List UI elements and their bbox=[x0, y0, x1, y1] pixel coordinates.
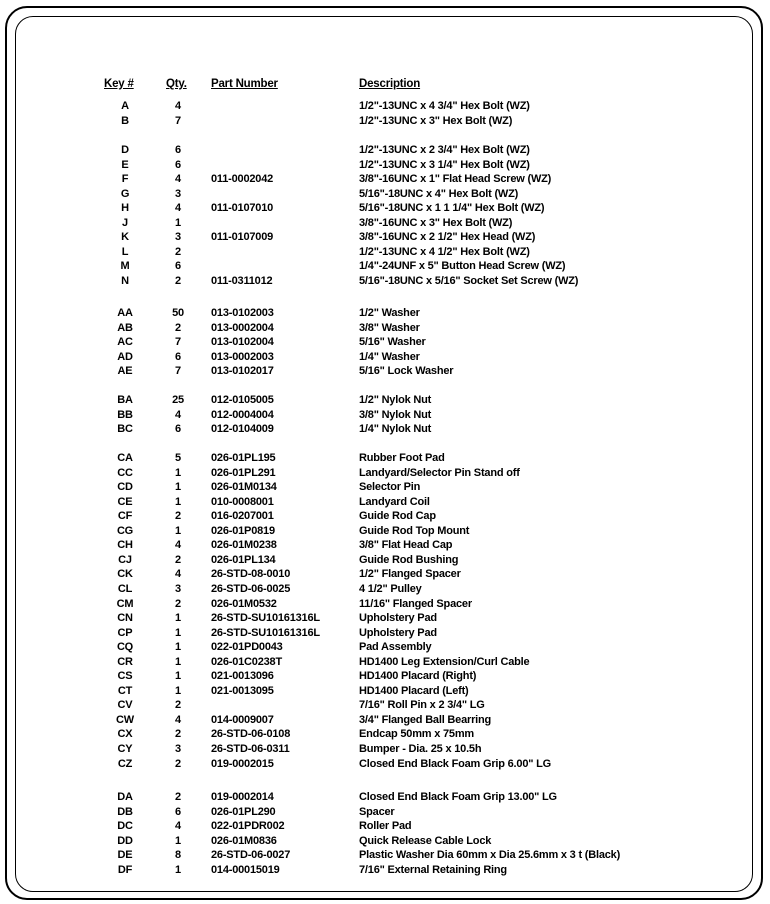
table-row bbox=[0, 790, 770, 804]
table-row bbox=[0, 640, 770, 654]
table-row bbox=[0, 466, 770, 480]
qty-cell: 1 bbox=[175, 481, 181, 494]
key-cell: CC bbox=[117, 466, 133, 479]
description-cell: 11/16" Flanged Spacer bbox=[359, 597, 472, 610]
description-cell: 3/8"-16UNC x 3" Hex Bolt (WZ) bbox=[359, 216, 513, 229]
part-number-cell: 26-STD-06-0027 bbox=[211, 849, 291, 862]
part-number-cell: 026-01PL291 bbox=[211, 466, 276, 479]
table-row bbox=[0, 495, 770, 509]
qty-cell: 4 bbox=[175, 568, 181, 581]
key-cell: E bbox=[121, 158, 129, 171]
qty-cell: 3 bbox=[175, 582, 181, 595]
description-cell: 3/8" Nylok Nut bbox=[359, 408, 432, 421]
key-cell: F bbox=[121, 173, 129, 186]
part-number-cell: 016-0207001 bbox=[211, 510, 274, 523]
qty-cell: 4 bbox=[175, 100, 181, 112]
qty-cell: 1 bbox=[175, 684, 181, 697]
key-cell: A bbox=[121, 100, 129, 112]
description-cell: 7/16" External Retaining Ring bbox=[359, 863, 507, 876]
part-number-cell: 026-01PL195 bbox=[211, 452, 276, 464]
description-cell: 1/2"-13UNC x 3 1/4" Hex Bolt (WZ) bbox=[359, 158, 530, 171]
key-cell: D bbox=[121, 144, 129, 156]
key-cell: BC bbox=[117, 423, 133, 436]
description-cell: Closed End Black Foam Grip 13.00" LG bbox=[359, 791, 557, 803]
description-cell: HD1400 Placard (Right) bbox=[359, 670, 477, 683]
description-cell: Upholstery Pad bbox=[359, 612, 437, 625]
description-cell: Selector Pin bbox=[359, 481, 421, 494]
key-cell: AB bbox=[117, 321, 133, 334]
qty-cell: 7 bbox=[175, 114, 181, 127]
table-row bbox=[0, 509, 770, 523]
description-cell: Upholstery Pad bbox=[359, 626, 437, 639]
key-cell: AD bbox=[117, 350, 133, 363]
key-cell: CL bbox=[117, 582, 133, 595]
key-cell: DE bbox=[117, 849, 133, 862]
part-number-cell: 012-0104009 bbox=[211, 423, 274, 436]
table-row bbox=[0, 230, 770, 244]
table-row bbox=[0, 669, 770, 683]
table-row bbox=[0, 335, 770, 349]
table-row bbox=[0, 713, 770, 727]
qty-cell: 6 bbox=[175, 260, 181, 273]
key-cell: CS bbox=[117, 670, 133, 683]
table-row bbox=[0, 321, 770, 335]
qty-cell: 2 bbox=[175, 757, 181, 770]
part-number-cell: 026-01PL290 bbox=[211, 805, 276, 818]
part-number-cell: 012-0004004 bbox=[211, 408, 274, 421]
qty-cell: 50 bbox=[172, 307, 184, 319]
key-cell: AC bbox=[117, 336, 133, 349]
key-cell: CN bbox=[117, 612, 133, 625]
description-cell: 1/2" Nylok Nut bbox=[359, 394, 432, 406]
qty-cell: 4 bbox=[175, 408, 181, 421]
header-key: Key # bbox=[104, 78, 134, 90]
table-row bbox=[0, 306, 770, 320]
table-row bbox=[0, 274, 770, 288]
table-row bbox=[0, 742, 770, 756]
table-row bbox=[0, 626, 770, 640]
key-cell: DB bbox=[117, 805, 133, 818]
qty-cell: 1 bbox=[175, 834, 181, 847]
table-row bbox=[0, 727, 770, 741]
description-cell: Landyard Coil bbox=[359, 495, 430, 508]
key-cell: CV bbox=[117, 699, 133, 712]
table-row bbox=[0, 848, 770, 862]
key-cell: G bbox=[120, 187, 130, 200]
description-cell: Guide Rod Bushing bbox=[359, 553, 459, 566]
key-cell: CW bbox=[116, 713, 134, 726]
table-row bbox=[0, 567, 770, 581]
table-row bbox=[0, 245, 770, 259]
qty-cell: 1 bbox=[175, 466, 181, 479]
qty-cell: 1 bbox=[175, 670, 181, 683]
part-number-cell: 013-0002004 bbox=[211, 321, 274, 334]
key-cell: CR bbox=[117, 655, 133, 668]
table-row bbox=[0, 834, 770, 848]
description-cell: Guide Rod Cap bbox=[359, 510, 436, 523]
description-cell: Pad Assembly bbox=[359, 641, 432, 654]
part-number-cell: 022-01PDR002 bbox=[211, 820, 285, 833]
table-row bbox=[0, 480, 770, 494]
key-cell: DC bbox=[117, 820, 133, 833]
description-cell: 5/16" Lock Washer bbox=[359, 365, 454, 378]
part-number-cell: 013-0102017 bbox=[211, 365, 274, 378]
table-row bbox=[0, 216, 770, 230]
description-cell: 5/16"-18UNC x 4" Hex Bolt (WZ) bbox=[359, 187, 519, 200]
description-cell: 3/8"-16UNC x 1" Flat Head Screw (WZ) bbox=[359, 173, 552, 186]
part-number-cell: 012-0105005 bbox=[211, 394, 274, 406]
part-number-cell: 011-0002042 bbox=[211, 173, 274, 186]
table-row bbox=[0, 408, 770, 422]
key-cell: DA bbox=[117, 791, 133, 803]
description-cell: 5/16"-18UNC x 1 1 1/4" Hex Bolt (WZ) bbox=[359, 202, 545, 215]
key-cell: CD bbox=[117, 481, 133, 494]
key-cell: CT bbox=[117, 684, 133, 697]
qty-cell: 7 bbox=[175, 365, 181, 378]
part-number-cell: 026-01M0134 bbox=[211, 481, 277, 494]
key-cell: AE bbox=[117, 365, 133, 378]
part-number-cell: 26-STD-08-0010 bbox=[211, 568, 291, 581]
description-cell: 1/2" Flanged Spacer bbox=[359, 568, 461, 581]
part-number-cell: 26-STD-06-0311 bbox=[211, 743, 290, 755]
qty-cell: 2 bbox=[175, 510, 181, 523]
part-number-cell: 022-01PD0043 bbox=[211, 641, 283, 654]
key-cell: CK bbox=[117, 568, 133, 581]
qty-cell: 1 bbox=[175, 216, 181, 229]
table-row bbox=[0, 143, 770, 157]
part-number-cell: 026-01M0532 bbox=[211, 597, 277, 610]
key-cell: N bbox=[121, 274, 129, 287]
part-number-cell: 011-0107009 bbox=[211, 231, 274, 244]
table-row bbox=[0, 805, 770, 819]
table-row bbox=[0, 393, 770, 407]
qty-cell: 7 bbox=[175, 336, 181, 349]
qty-cell: 2 bbox=[175, 597, 181, 610]
part-number-cell: 021-0013096 bbox=[211, 670, 274, 683]
description-cell: 1/2" Washer bbox=[359, 307, 420, 319]
part-number-cell: 019-0002014 bbox=[211, 791, 274, 803]
qty-cell: 2 bbox=[175, 728, 181, 741]
key-cell: L bbox=[121, 245, 129, 258]
description-cell: HD1400 Placard (Left) bbox=[359, 684, 469, 697]
table-row bbox=[0, 350, 770, 364]
table-row bbox=[0, 114, 770, 128]
key-cell: M bbox=[120, 260, 130, 273]
table-row bbox=[0, 684, 770, 698]
description-cell: Plastic Washer Dia 60mm x Dia 25.6mm x 3 t (Black) bbox=[359, 849, 621, 862]
qty-cell: 1 bbox=[175, 524, 181, 537]
part-number-cell: 013-0102004 bbox=[211, 336, 274, 349]
qty-cell: 4 bbox=[175, 539, 181, 552]
qty-cell: 1 bbox=[175, 626, 181, 639]
key-cell: BA bbox=[117, 394, 133, 406]
key-cell: CZ bbox=[117, 757, 133, 770]
table-row bbox=[0, 259, 770, 273]
qty-cell: 4 bbox=[175, 173, 181, 186]
table-row bbox=[0, 524, 770, 538]
table-row bbox=[0, 158, 770, 172]
part-number-cell: 26-STD-06-0025 bbox=[211, 582, 291, 595]
part-number-cell: 26-STD-SU10161316L bbox=[211, 626, 320, 639]
qty-cell: 3 bbox=[175, 231, 181, 244]
qty-cell: 1 bbox=[175, 655, 181, 668]
key-cell: AA bbox=[117, 307, 133, 319]
description-cell: 1/2"-13UNC x 2 3/4" Hex Bolt (WZ) bbox=[359, 144, 530, 156]
table-row bbox=[0, 863, 770, 877]
part-number-cell: 011-0107010 bbox=[211, 202, 274, 215]
table-row bbox=[0, 364, 770, 378]
qty-cell: 25 bbox=[172, 394, 184, 406]
table-row bbox=[0, 538, 770, 552]
description-cell: 1/4" Washer bbox=[359, 350, 420, 363]
key-cell: DD bbox=[117, 834, 133, 847]
part-number-cell: 26-STD-SU10161316L bbox=[211, 612, 320, 625]
table-row bbox=[0, 757, 770, 771]
table-row bbox=[0, 99, 770, 113]
part-number-cell: 010-0008001 bbox=[211, 495, 274, 508]
qty-cell: 4 bbox=[175, 202, 181, 215]
key-cell: DF bbox=[117, 863, 133, 876]
qty-cell: 3 bbox=[175, 187, 181, 200]
qty-cell: 4 bbox=[175, 713, 181, 726]
description-cell: Landyard/Selector Pin Stand off bbox=[359, 466, 520, 479]
table-row bbox=[0, 819, 770, 833]
description-cell: 5/16"-18UNC x 5/16" Socket Set Screw (WZ) bbox=[359, 274, 579, 287]
description-cell: Roller Pad bbox=[359, 820, 412, 833]
part-number-cell: 026-01M0238 bbox=[211, 539, 277, 552]
description-cell: 3/8" Washer bbox=[359, 321, 420, 334]
qty-cell: 1 bbox=[175, 495, 181, 508]
part-number-cell: 026-01M0836 bbox=[211, 834, 277, 847]
key-cell: CY bbox=[117, 743, 133, 755]
part-number-cell: 013-0002003 bbox=[211, 350, 274, 363]
description-cell: Guide Rod Top Mount bbox=[359, 524, 470, 537]
description-cell: 4 1/2" Pulley bbox=[359, 582, 422, 595]
qty-cell: 1 bbox=[175, 612, 181, 625]
table-row bbox=[0, 422, 770, 436]
description-cell: 3/8"-16UNC x 2 1/2" Hex Head (WZ) bbox=[359, 231, 536, 244]
part-number-cell: 019-0002015 bbox=[211, 757, 274, 770]
qty-cell: 2 bbox=[175, 321, 181, 334]
description-cell: Endcap 50mm x 75mm bbox=[359, 728, 475, 741]
key-cell: CG bbox=[116, 524, 134, 537]
qty-cell: 2 bbox=[175, 553, 181, 566]
part-number-cell: 021-0013095 bbox=[211, 684, 274, 697]
description-cell: 1/2"-13UNC x 4 3/4" Hex Bolt (WZ) bbox=[359, 100, 530, 112]
key-cell: CF bbox=[117, 510, 133, 523]
part-number-cell: 014-0009007 bbox=[211, 713, 274, 726]
description-cell: 5/16" Washer bbox=[359, 336, 426, 349]
part-number-cell: 011-0311012 bbox=[211, 274, 273, 287]
part-number-cell: 026-01PL134 bbox=[211, 553, 276, 566]
qty-cell: 6 bbox=[175, 423, 181, 436]
description-cell: 1/4" Nylok Nut bbox=[359, 423, 432, 436]
description-cell: 1/4"-24UNF x 5" Button Head Screw (WZ) bbox=[359, 260, 566, 273]
qty-cell: 2 bbox=[175, 791, 181, 803]
part-number-cell: 013-0102003 bbox=[211, 307, 274, 319]
qty-cell: 4 bbox=[175, 820, 181, 833]
qty-cell: 6 bbox=[175, 144, 181, 156]
description-cell: Spacer bbox=[359, 805, 395, 818]
description-cell: 3/8" Flat Head Cap bbox=[359, 539, 453, 552]
qty-cell: 3 bbox=[175, 743, 181, 755]
qty-cell: 2 bbox=[175, 274, 181, 287]
description-cell: 1/2"-13UNC x 3" Hex Bolt (WZ) bbox=[359, 114, 513, 127]
qty-cell: 6 bbox=[175, 350, 181, 363]
key-cell: CP bbox=[117, 626, 133, 639]
key-cell: CH bbox=[117, 539, 133, 552]
key-cell: B bbox=[121, 114, 129, 127]
key-cell: J bbox=[122, 216, 128, 229]
key-cell: BB bbox=[117, 408, 133, 421]
part-number-cell: 026-01P0819 bbox=[211, 524, 275, 537]
key-cell: K bbox=[121, 231, 129, 244]
table-row bbox=[0, 611, 770, 625]
description-cell: 3/4" Flanged Ball Bearring bbox=[359, 713, 492, 726]
key-cell: CQ bbox=[116, 641, 134, 654]
qty-cell: 6 bbox=[175, 158, 181, 171]
qty-cell: 1 bbox=[175, 641, 181, 654]
part-number-cell: 26-STD-06-0108 bbox=[211, 728, 291, 741]
table-row bbox=[0, 201, 770, 215]
description-cell: 7/16" Roll Pin x 2 3/4" LG bbox=[359, 699, 485, 712]
qty-cell: 1 bbox=[175, 863, 181, 876]
qty-cell: 2 bbox=[175, 699, 181, 712]
table-row bbox=[0, 172, 770, 186]
description-cell: 1/2"-13UNC x 4 1/2" Hex Bolt (WZ) bbox=[359, 245, 530, 258]
table-row bbox=[0, 187, 770, 201]
table-row bbox=[0, 655, 770, 669]
description-cell: HD1400 Leg Extension/Curl Cable bbox=[359, 655, 530, 668]
key-cell: CE bbox=[117, 495, 133, 508]
qty-cell: 5 bbox=[175, 452, 181, 464]
table-row bbox=[0, 597, 770, 611]
key-cell: H bbox=[121, 202, 129, 215]
part-number-cell: 026-01C0238T bbox=[211, 655, 282, 668]
key-cell: CJ bbox=[118, 553, 132, 566]
description-cell: Quick Release Cable Lock bbox=[359, 834, 492, 847]
header-qty: Qty. bbox=[166, 78, 187, 90]
qty-cell: 2 bbox=[175, 245, 181, 258]
key-cell: CA bbox=[117, 452, 133, 464]
description-cell: Bumper - Dia. 25 x 10.5h bbox=[359, 743, 482, 755]
qty-cell: 6 bbox=[175, 805, 181, 818]
table-row bbox=[0, 582, 770, 596]
table-row bbox=[0, 451, 770, 465]
key-cell: CM bbox=[116, 597, 134, 610]
description-cell: Closed End Black Foam Grip 6.00" LG bbox=[359, 757, 551, 770]
table-row bbox=[0, 553, 770, 567]
description-cell: Rubber Foot Pad bbox=[359, 452, 445, 464]
qty-cell: 8 bbox=[175, 849, 181, 862]
header-description: Description bbox=[359, 78, 421, 90]
table-row bbox=[0, 698, 770, 712]
key-cell: CX bbox=[117, 728, 133, 741]
part-number-cell: 014-00015019 bbox=[211, 863, 280, 876]
header-part-number: Part Number bbox=[211, 78, 278, 90]
